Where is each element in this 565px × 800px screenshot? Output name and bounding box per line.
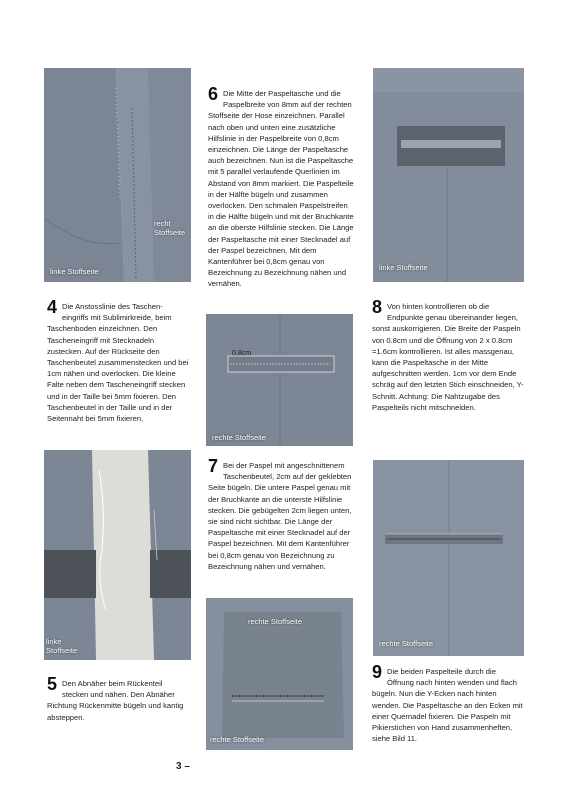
photo-caption: rechte Stoffseite xyxy=(248,617,303,626)
photo-step-6 xyxy=(206,314,353,446)
step-8 xyxy=(372,297,524,413)
step-text: Den Abnäher beim Rückenteil stecken und nähen. Den Abnäher Richtung Rückenmitte bügeln und kantig absteppen. xyxy=(47,679,184,722)
photo-caption: linke Stoffseite xyxy=(379,263,428,272)
photo-step-5 xyxy=(44,450,191,660)
step-number: 9 xyxy=(372,662,383,682)
photo-caption: linke Stoffseite xyxy=(50,267,99,276)
page-number: 3 – xyxy=(176,761,190,772)
step-9 xyxy=(372,662,524,744)
step-text: Bei der Paspel mit angeschnittenem Taschenbeutel, 2cm auf der geklebten Seite bügeln. Die untere Paspel genau mit der Bruchkante an die unterste Hilfslinie stecken. Die gebügelten 2cm liegen unten, sie sind nicht sichtbar. Die Länge der Paspeltasche mit einer Stecknadel auf der Paspel bezeichnen. Mit dem Kantenführer bei 0,8cm genau von Bezeichnung zu Bezeichnung nähen und vernähen. xyxy=(208,461,352,571)
step-4 xyxy=(47,297,189,424)
step-number: 7 xyxy=(208,456,219,476)
step-text: Von hinten kontrollieren ob die Endpunkte genau übereinander liegen, sonst auskorrigieren. Die Breite der Paspeln von 0.8cm und die Öffnung von 2 x 0.8cm =1.6cm kontrollieren. Ist alles massgenau, kann die Paspeltasche in der Mitte aufgeschnitten werden. 1cm vor dem Ende schräg auf den letzten Stich einschneiden, Y-Schnitt. Achtung: Die Nahtzugabe des Paspelteils nicht mitschneiden. xyxy=(372,302,524,412)
photo-caption: rechte Stoffseite xyxy=(379,639,434,648)
step-number: 4 xyxy=(47,297,58,317)
photo-step-7 xyxy=(206,598,353,750)
step-text: Die Mitte der Paspeltasche und die Paspelbreite von 8mm auf der rechten Stoffseite der Hose einzeichnen. Parallel nach oben und unten eine zusätzliche Hilfslinie in der Paspelbreite von 0,8cm einzeichnen. Die Länge der Paspeltasche auch bezeichnen. Nun ist die Paspeltasche mit 5 parallel verlaufende Querlinien im Abstand von 8mm markiert. Die Paspelteile in der Hälfte bügeln und zusammen overlocken. Den schmalen Paspelstreifen in die Hälfte bügeln und mit der Bruchkante an die oberste Hilfslinie stecken. Die Länge der Paspeltasche mit einer Stecknadel auf der Paspel bezeichnen. Mit dem Kantenführer bei 0,8cm genau von Bezeichnung zu Bezeichnung nähen und vernähen. xyxy=(208,89,354,289)
step-number: 6 xyxy=(208,84,219,104)
step-number: 5 xyxy=(47,674,58,694)
photo-caption: linke Stoffseite xyxy=(46,637,78,655)
photo-step-8 xyxy=(373,68,524,282)
photo-caption: recht Stoffseite xyxy=(154,219,186,237)
step-number: 8 xyxy=(372,297,383,317)
photo-step-9 xyxy=(373,460,524,656)
step-5 xyxy=(47,674,189,723)
step-text: Die beiden Paspelteile durch die Öffnung nach hinten wenden und flach bügeln. Nun die Y-Ecken nach hinten wenden. Die Paspeltasche an den Ecken mit einer Quernadel fixieren. Die Paspeln mit Pikierstichen von Hand zusammenheften, siehe Bild 11. xyxy=(372,667,523,744)
step-7 xyxy=(208,456,353,572)
step-6 xyxy=(208,84,355,290)
photo-caption: rechte Stoffseite xyxy=(212,433,267,442)
step-text: Die Anstosslinie des Taschen-eingriffs mit Sublimirkreide, beim Taschenboden einzeichnen. Den Tascheneingriff mit Stecknadeln zustecken. Auf der Rückseite den Taschenbeutel zusammenstecken und bei 1cm nähen und overlocken. Die kleine Falte neben dem Tascheneingriff stecken und in der Taille bei 5mm fixieren. Den Taschenbeutel in der Taille und in der Seitennaht bei 5mm fixieren. xyxy=(47,302,189,424)
photo-step-4 xyxy=(44,68,191,282)
photo-caption: rechte Stoffseite xyxy=(210,735,265,744)
ruler-mark: 0,8cm xyxy=(232,350,252,357)
